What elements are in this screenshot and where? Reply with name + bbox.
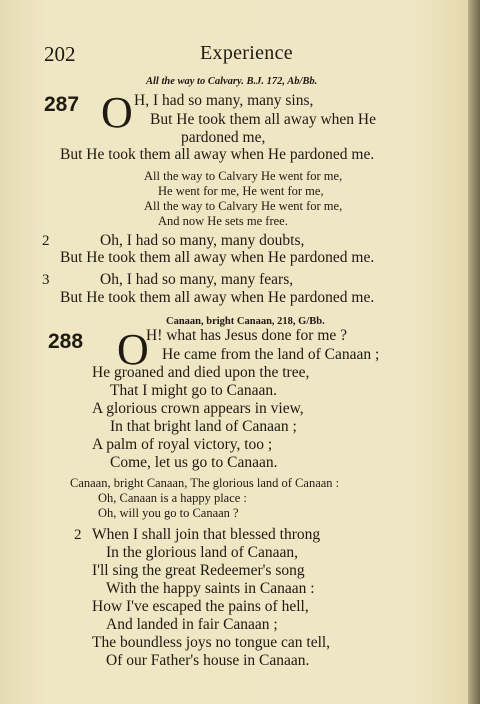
hymn-288-verse-number: 2 <box>74 527 82 543</box>
hymn-288-line: That I might go to Canaan. <box>110 382 278 399</box>
hymn-287-line: Oh, I had so many, many fears, <box>100 271 294 288</box>
hymn-288-line: In that bright land of Canaan ; <box>110 418 297 435</box>
hymn-288-line: He groaned and died upon the tree, <box>92 364 310 381</box>
hymn-287-tune-line: All the way to Calvary. B.J. 172, Ab/Bb. <box>146 76 318 87</box>
hymn-287-line: But He took them all away when He pardoned me. <box>60 146 375 163</box>
hymn-288-chorus-line: Oh, Canaan is a happy place : <box>98 491 247 505</box>
hymn-288-tune-line: Canaan, bright Canaan, 218, G/Bb. <box>166 316 325 327</box>
hymn-288-line: Of our Father's house in Canaan. <box>106 652 310 669</box>
hymn-288-line: A palm of royal victory, too ; <box>92 436 273 453</box>
hymn-288-line: The boundless joys no tongue can tell, <box>92 634 331 651</box>
hymn-288-line: When I shall join that blessed throng <box>92 526 321 543</box>
hymn-287-line: pardoned me, <box>181 129 266 146</box>
hymn-288-line: How I've escaped the pains of hell, <box>92 598 309 615</box>
hymn-287-line: But He took them all away when He pardoned me. <box>60 289 375 306</box>
page-heading: Experience <box>200 42 293 64</box>
hymn-288-number: 288 <box>48 330 84 353</box>
hymn-288-line: In the glorious land of Canaan, <box>106 544 298 561</box>
hymn-288-line: I'll sing the great Redeemer's song <box>92 562 305 579</box>
hymn-288-line: H! what has Jesus done for me ? <box>146 327 348 344</box>
hymn-287-chorus-line: All the way to Calvary He went for me, <box>144 169 343 183</box>
hymn-288-chorus-line: Canaan, bright Canaan, The glorious land of Canaan : <box>70 476 340 490</box>
hymn-288-line: With the happy saints in Canaan : <box>106 580 315 597</box>
hymn-287-verse-number: 3 <box>42 272 50 288</box>
hymn-288-dropcap: O <box>117 325 149 374</box>
hymn-288-chorus-line: Oh, will you go to Canaan ? <box>98 506 239 520</box>
hymn-287-chorus-line: He went for me, He went for me, <box>158 184 324 198</box>
hymn-287-line: H, I had so many, many sins, <box>134 92 314 109</box>
hymn-287-line: But He took them all away when He <box>150 111 376 128</box>
hymn-287-chorus-line: All the way to Calvary He went for me, <box>144 199 343 213</box>
hymn-287-line: But He took them all away when He pardoned me. <box>60 249 375 266</box>
hymn-288-line: He came from the land of Canaan ; <box>162 346 380 363</box>
hymn-287-chorus-line: And now He sets me free. <box>158 214 288 228</box>
hymn-287-verse-number: 2 <box>42 233 50 249</box>
hymn-287-dropcap: O <box>101 88 133 137</box>
hymn-288-line: And landed in fair Canaan ; <box>106 616 278 633</box>
hymn-287-line: Oh, I had so many, many doubts, <box>100 232 305 249</box>
page-gutter-edge <box>468 0 480 704</box>
hymn-287-number: 287 <box>44 93 80 116</box>
hymn-288-line: Come, let us go to Canaan. <box>110 454 278 471</box>
hymn-288-line: A glorious crown appears in view, <box>92 400 304 417</box>
page-number: 202 <box>44 42 76 66</box>
